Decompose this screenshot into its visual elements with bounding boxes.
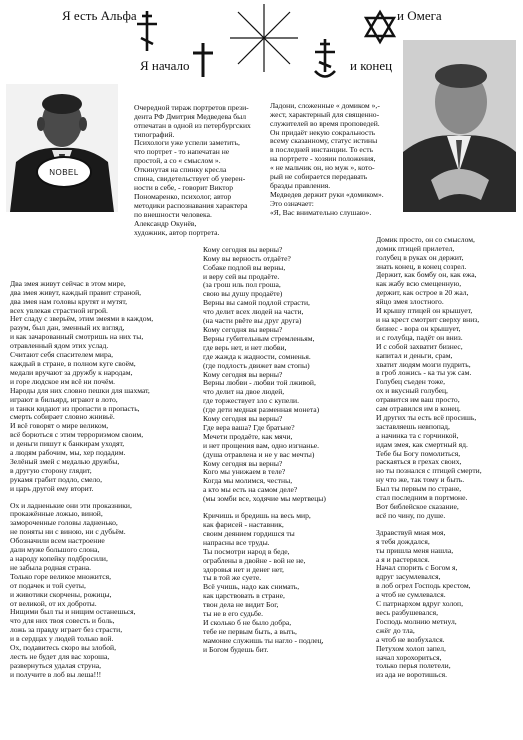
text-line: Вот библейское сказание,	[376, 502, 459, 511]
text-line: ох и вкусный голубец,	[376, 386, 448, 396]
text-line: Кому сегодня вы верны?	[203, 414, 283, 424]
text-line: художник, автор портрета.	[134, 227, 220, 237]
text-line: от подачек и той суеты,	[10, 580, 86, 590]
text-line: отпечатан в одной из петербургских	[134, 120, 251, 130]
poem-column-2	[203, 228, 375, 732]
text-line: капитал и деньги, срам,	[376, 350, 453, 360]
text-line: Держит, как бомбу он, как ежа,	[376, 270, 477, 280]
text-line: Господь молнию метнул,	[376, 616, 457, 626]
text-line: отравится им ваш просто,	[376, 395, 460, 405]
text-line: два змея нам головы крутят и мутят,	[10, 296, 128, 306]
text-line: Народы для них словно пешки для шахмат,	[10, 385, 150, 395]
text-line: Нищими был ты и нищим останешься,	[10, 607, 136, 617]
text-line: что делит всех людей на части,	[203, 307, 304, 317]
text-line: раскаяться в грехах своих,	[376, 457, 462, 467]
text-line: Считают себя спасителем мира,	[10, 350, 114, 360]
text-line: (где подлость движет вам стопы)	[203, 360, 310, 370]
text-line: Кого мы унижаем в теле?	[203, 467, 286, 477]
text-line: и с голубца, падёт он вниз.	[376, 332, 463, 342]
title-beginning: Я начало	[140, 58, 190, 73]
portrait-photo-left	[6, 84, 118, 212]
text-line: и как зачарованный смотришь на них ты,	[10, 332, 144, 342]
text-line: а чтоб не сумлевался.	[376, 590, 446, 600]
text-line: и танки кидают из пропасти в пропасть,	[10, 403, 140, 413]
text-line: как царствовать в стране,	[203, 591, 285, 601]
text-line: по внешности человека.	[134, 209, 212, 219]
text-line: и царь другой ему вторит.	[10, 483, 94, 493]
text-line: И сколько б не было добра,	[203, 617, 292, 627]
text-line: Тебе бы Богу помолиться,	[376, 448, 461, 458]
text-line: а людям рабочим, мы, хер подадим.	[10, 448, 126, 458]
text-line: идам змея, как смертный яд.	[376, 439, 468, 449]
text-line: (душа отравлена и не у вас мечты)	[203, 449, 315, 459]
text-line: а я и растерялся.	[376, 554, 430, 564]
text-line: а кто мы есть на самом деле?	[203, 485, 298, 495]
star-of-david-icon	[364, 10, 396, 44]
text-line: лесть не будет для вас хороша,	[10, 651, 110, 661]
text-line: как жабу всю смещенную,	[376, 279, 462, 289]
text-line: но ты познался с птицей смерти,	[376, 466, 482, 476]
text-line: (за грош иль пол гроша,	[203, 280, 281, 290]
text-line: не поняты ни с виною, ни с дубьём.	[10, 527, 126, 537]
text-line: (на части рвёте вы друг друга)	[203, 316, 302, 326]
text-line: и в сердцах у людей только вой.	[10, 634, 114, 644]
text-line: Верны любви - любви той лживой,	[203, 378, 316, 388]
text-line: Здравствуй миая моя,	[376, 527, 446, 537]
text-line: что для них твоя совесть и боль,	[10, 616, 115, 626]
text-line: всё по чину, по душе.	[376, 510, 446, 520]
text-line: где верь нет, и нет любви,	[203, 342, 287, 352]
text-line: ложь за правду играет без страсти,	[10, 625, 123, 635]
text-line: Медведев держит руки «домиком».	[270, 189, 384, 199]
text-line: замороченные головы ладненько,	[10, 518, 118, 528]
text-line: вдруг засумлевался,	[376, 572, 441, 582]
text-line: от великой, от их доброты.	[10, 598, 97, 608]
text-line: жест, характерный для священно-	[270, 109, 380, 119]
text-line: Очередной тираж портретов прези-	[134, 102, 249, 112]
text-line: ты пришла меня нашла,	[376, 545, 454, 555]
text-line: яйцо змея злостного.	[376, 297, 444, 307]
text-line: сжёг до тла,	[376, 625, 415, 635]
text-line: весь разбушевался,	[376, 607, 439, 617]
text-line: домик птицей прилетел,	[376, 243, 455, 253]
text-line: стал последним в портмоне.	[376, 493, 468, 503]
text-line: держит, как острое в 20 жал,	[376, 288, 469, 298]
crescent-cross-icon	[312, 38, 338, 80]
text-line: и получите в лоб вы леша!!!	[10, 669, 102, 679]
text-line: смерть собирает словно жнивьё.	[10, 412, 115, 422]
text-line: Психологи уже успели заметить,	[134, 138, 240, 148]
text-line: как фарисей - наставник,	[203, 520, 284, 529]
text-line: из ада не воротишься.	[376, 670, 448, 680]
text-line: голубец в руках он держит,	[376, 252, 464, 262]
text-line: в гроб ложись - ка ты уж сам.	[376, 368, 472, 378]
text-line: не забыла родная страна.	[10, 562, 92, 572]
text-line: Обозначили всем настроение	[10, 536, 105, 546]
text-line: тебе не первым быть, а выть,	[203, 626, 297, 636]
text-line: Откинутая на спинку кресла	[134, 165, 227, 175]
text-line: Кому сегодня вы верны?	[203, 324, 283, 334]
text-line: рый не собирается передавать	[270, 172, 368, 182]
text-line: И крышу птицей он крышует,	[376, 306, 473, 316]
text-line: Александр Окунёв,	[134, 218, 197, 228]
text-line: всё борються с этим террориэмом своим,	[10, 430, 144, 440]
text-line: (где дети медная разменная монета)	[203, 405, 320, 415]
text-line: на портрете - хозяин положения,	[270, 154, 376, 164]
text-line: ограблены в двойне - вой не не,	[203, 555, 306, 565]
text-line: прокажённые ложью, виной,	[10, 509, 103, 519]
text-line: мамоние служишь ты нагло - подлец,	[203, 635, 324, 645]
text-line: ты в той же суете.	[203, 573, 262, 583]
text-line: и горе людское им всё ни почём.	[10, 376, 116, 386]
text-line: и веру сей вы продаёте.	[203, 271, 280, 281]
text-line: каждый в стране, в полном куге своём,	[10, 358, 136, 368]
text-line: «Я, Вас внимательно слушаю».	[270, 207, 372, 217]
text-line: Верны вы самой подлой страсти,	[203, 298, 310, 308]
text-line: Голубец съеден тоже,	[376, 377, 446, 387]
text-line: типографий.	[134, 129, 175, 139]
eight-pointed-star-icon	[228, 2, 300, 74]
text-line: И других ты есть всё просишь,	[376, 412, 477, 422]
text-line: С патриархом вдруг холоп,	[376, 599, 464, 609]
text-line: своим деянием гордишся ты	[203, 528, 295, 538]
text-line: Начал спорить с Богом я,	[376, 563, 458, 573]
text-line: служителей во время проповедей.	[270, 118, 380, 128]
text-line: и Богом будешь бит.	[203, 644, 269, 654]
text-line: Два змея живут сейчас в этом мире,	[10, 278, 126, 288]
text-line: развернуться удалая струна,	[10, 660, 102, 670]
text-line: Только горе великое множится,	[10, 571, 111, 581]
text-line: Нет сладу с зверьём, этим змеями в каждом,	[10, 314, 154, 324]
text-line: всему сказанному, статус истины	[270, 136, 378, 146]
text-line: Петухом холоп запел,	[376, 643, 446, 653]
text-line: Это означает:	[270, 198, 314, 208]
text-line: Кому вы верность отдаёте?	[203, 253, 291, 263]
text-line: Кому сегодня вы верны?	[203, 244, 283, 254]
text-line: разум, был дан, зменный их взгляд,	[10, 323, 125, 333]
text-line: рукамя грабит подло, смело,	[10, 474, 102, 484]
text-line: и нет прощения вам, одно изгнанье.	[203, 440, 320, 450]
nobel-badge	[36, 156, 92, 188]
text-line: методики распознавания характера	[134, 200, 248, 210]
text-line: в другую сторону глядит,	[10, 465, 92, 475]
nobel-badge-label: NOBEL	[49, 167, 79, 177]
text-line: простой, а со « смыслом ».	[134, 156, 221, 166]
text-line: бразды правления.	[270, 180, 331, 190]
text-line: два змея живут, каждый правит страной,	[10, 287, 142, 297]
text-line: Верны губительным стремленьям,	[203, 333, 315, 343]
text-line: я тебя дождался,	[376, 536, 430, 546]
text-line: что портрет - то напечатан не	[134, 147, 230, 157]
text-line: Когда мы молимся, честны,	[203, 476, 293, 486]
text-line: бизнес - вора он крышует,	[376, 323, 461, 333]
text-line: « не мальчик он, но муж », кото-	[270, 163, 375, 173]
text-line: заставляешь невпопад,	[376, 421, 450, 431]
text-line: Ох, подавитесь скоро вы злобой,	[10, 643, 116, 653]
text-line: Домик просто, он со смыслом,	[376, 234, 475, 244]
text-line: а чтоб не возбухался.	[376, 634, 445, 644]
title-end: и конец	[350, 58, 393, 73]
text-line: ну что же, так тому и быть.	[376, 475, 465, 485]
text-line: И всё говорят о мире великом,	[10, 421, 109, 431]
text-line: где торжествует зло с купели.	[203, 396, 300, 406]
text-line: Ох и ладненькие они эти проказники,	[10, 500, 132, 510]
text-line: знать конец, в конец созрел.	[376, 261, 467, 271]
text-line: в последней инстанции. То есть	[270, 145, 374, 155]
text-line: где жажда к жадности, сомненья.	[203, 351, 311, 361]
text-line: начал хорохориться,	[376, 652, 442, 662]
poem-column-3	[376, 218, 521, 736]
intro-right-text	[270, 84, 400, 217]
text-line: а народу копейку подбросили,	[10, 554, 108, 563]
text-line: Кричишь и бредишь на весь мир,	[203, 511, 311, 521]
latin-cross-icon	[192, 42, 214, 78]
text-line: Ты посмотри народ в беде,	[203, 546, 290, 556]
portrait-photo-right	[403, 40, 516, 212]
text-line: всех увлекая страстной игрой.	[10, 305, 108, 315]
text-line: Кому сегодня вы верны?	[203, 369, 283, 379]
text-line: играют в бильярд, играют в лото,	[10, 394, 118, 404]
text-line: ты не в его судьбе.	[203, 609, 264, 619]
text-line: Был ты первым по стране,	[376, 484, 462, 494]
text-line: Пономаренко, психолог, автор	[134, 191, 232, 201]
poem-column-1	[10, 262, 196, 732]
text-line: Где вера ваша? Где братьне?	[203, 422, 295, 432]
text-line: Зелёный змей с медалью дружбы,	[10, 456, 120, 466]
text-line: (мы зомби все, ходячие мы мертвецы)	[203, 494, 326, 504]
text-line: напрасны все труды.	[203, 537, 270, 547]
text-line: дали муже большого слона,	[10, 545, 100, 555]
text-line: ности в себе, - говорит Виктор	[134, 182, 234, 192]
title-omega: и Омега	[397, 8, 442, 23]
text-line: только перья полетели,	[376, 661, 451, 671]
text-line: сам отравился им в конец.	[376, 404, 461, 414]
text-line: и на крест смотрит сверху вниз,	[376, 314, 480, 324]
text-line: медали вручают за дружбу к народам,	[10, 367, 133, 377]
text-line: хватит людям мозги пудрить,	[376, 359, 471, 369]
text-line: Мечети продаёте, как мячи,	[203, 431, 293, 441]
intro-left-text	[134, 86, 266, 237]
text-line: в лоб огрел Господь крестом,	[376, 581, 471, 591]
text-line: здоровья нет и денег нет,	[203, 564, 284, 574]
text-line: отравленный ядом этих услад.	[10, 341, 109, 351]
text-line: Собаке подлой вы верны,	[203, 262, 286, 272]
orthodox-cross-icon	[136, 10, 158, 52]
text-line: твон дела не видит Бог,	[203, 600, 279, 610]
text-line: дента РФ Дмитрия Медведева был	[134, 111, 247, 121]
text-line: Кому сегодня вы верны?	[203, 458, 283, 468]
text-line: И с собой захватит бизнес,	[376, 341, 463, 351]
text-line: и животики скорчены, рожицы,	[10, 589, 112, 599]
text-line: Всё учишь, надо как снимать,	[203, 582, 300, 592]
title-alpha: Я есть Альфа	[62, 8, 137, 23]
text-line: свою вы душу продаёте)	[203, 289, 283, 299]
text-line: Ладони, сложенные « домиком »,-	[270, 100, 380, 110]
text-line: что делит на двое людей,	[203, 387, 285, 397]
text-line: а начинка та с горчинкой,	[376, 430, 459, 440]
text-line: Он придаёт некую сокральность	[270, 127, 376, 137]
text-line: и деньги пишут к банкирам уходят,	[10, 439, 125, 449]
text-line: спина, свидетельствует об уверен-	[134, 174, 246, 184]
